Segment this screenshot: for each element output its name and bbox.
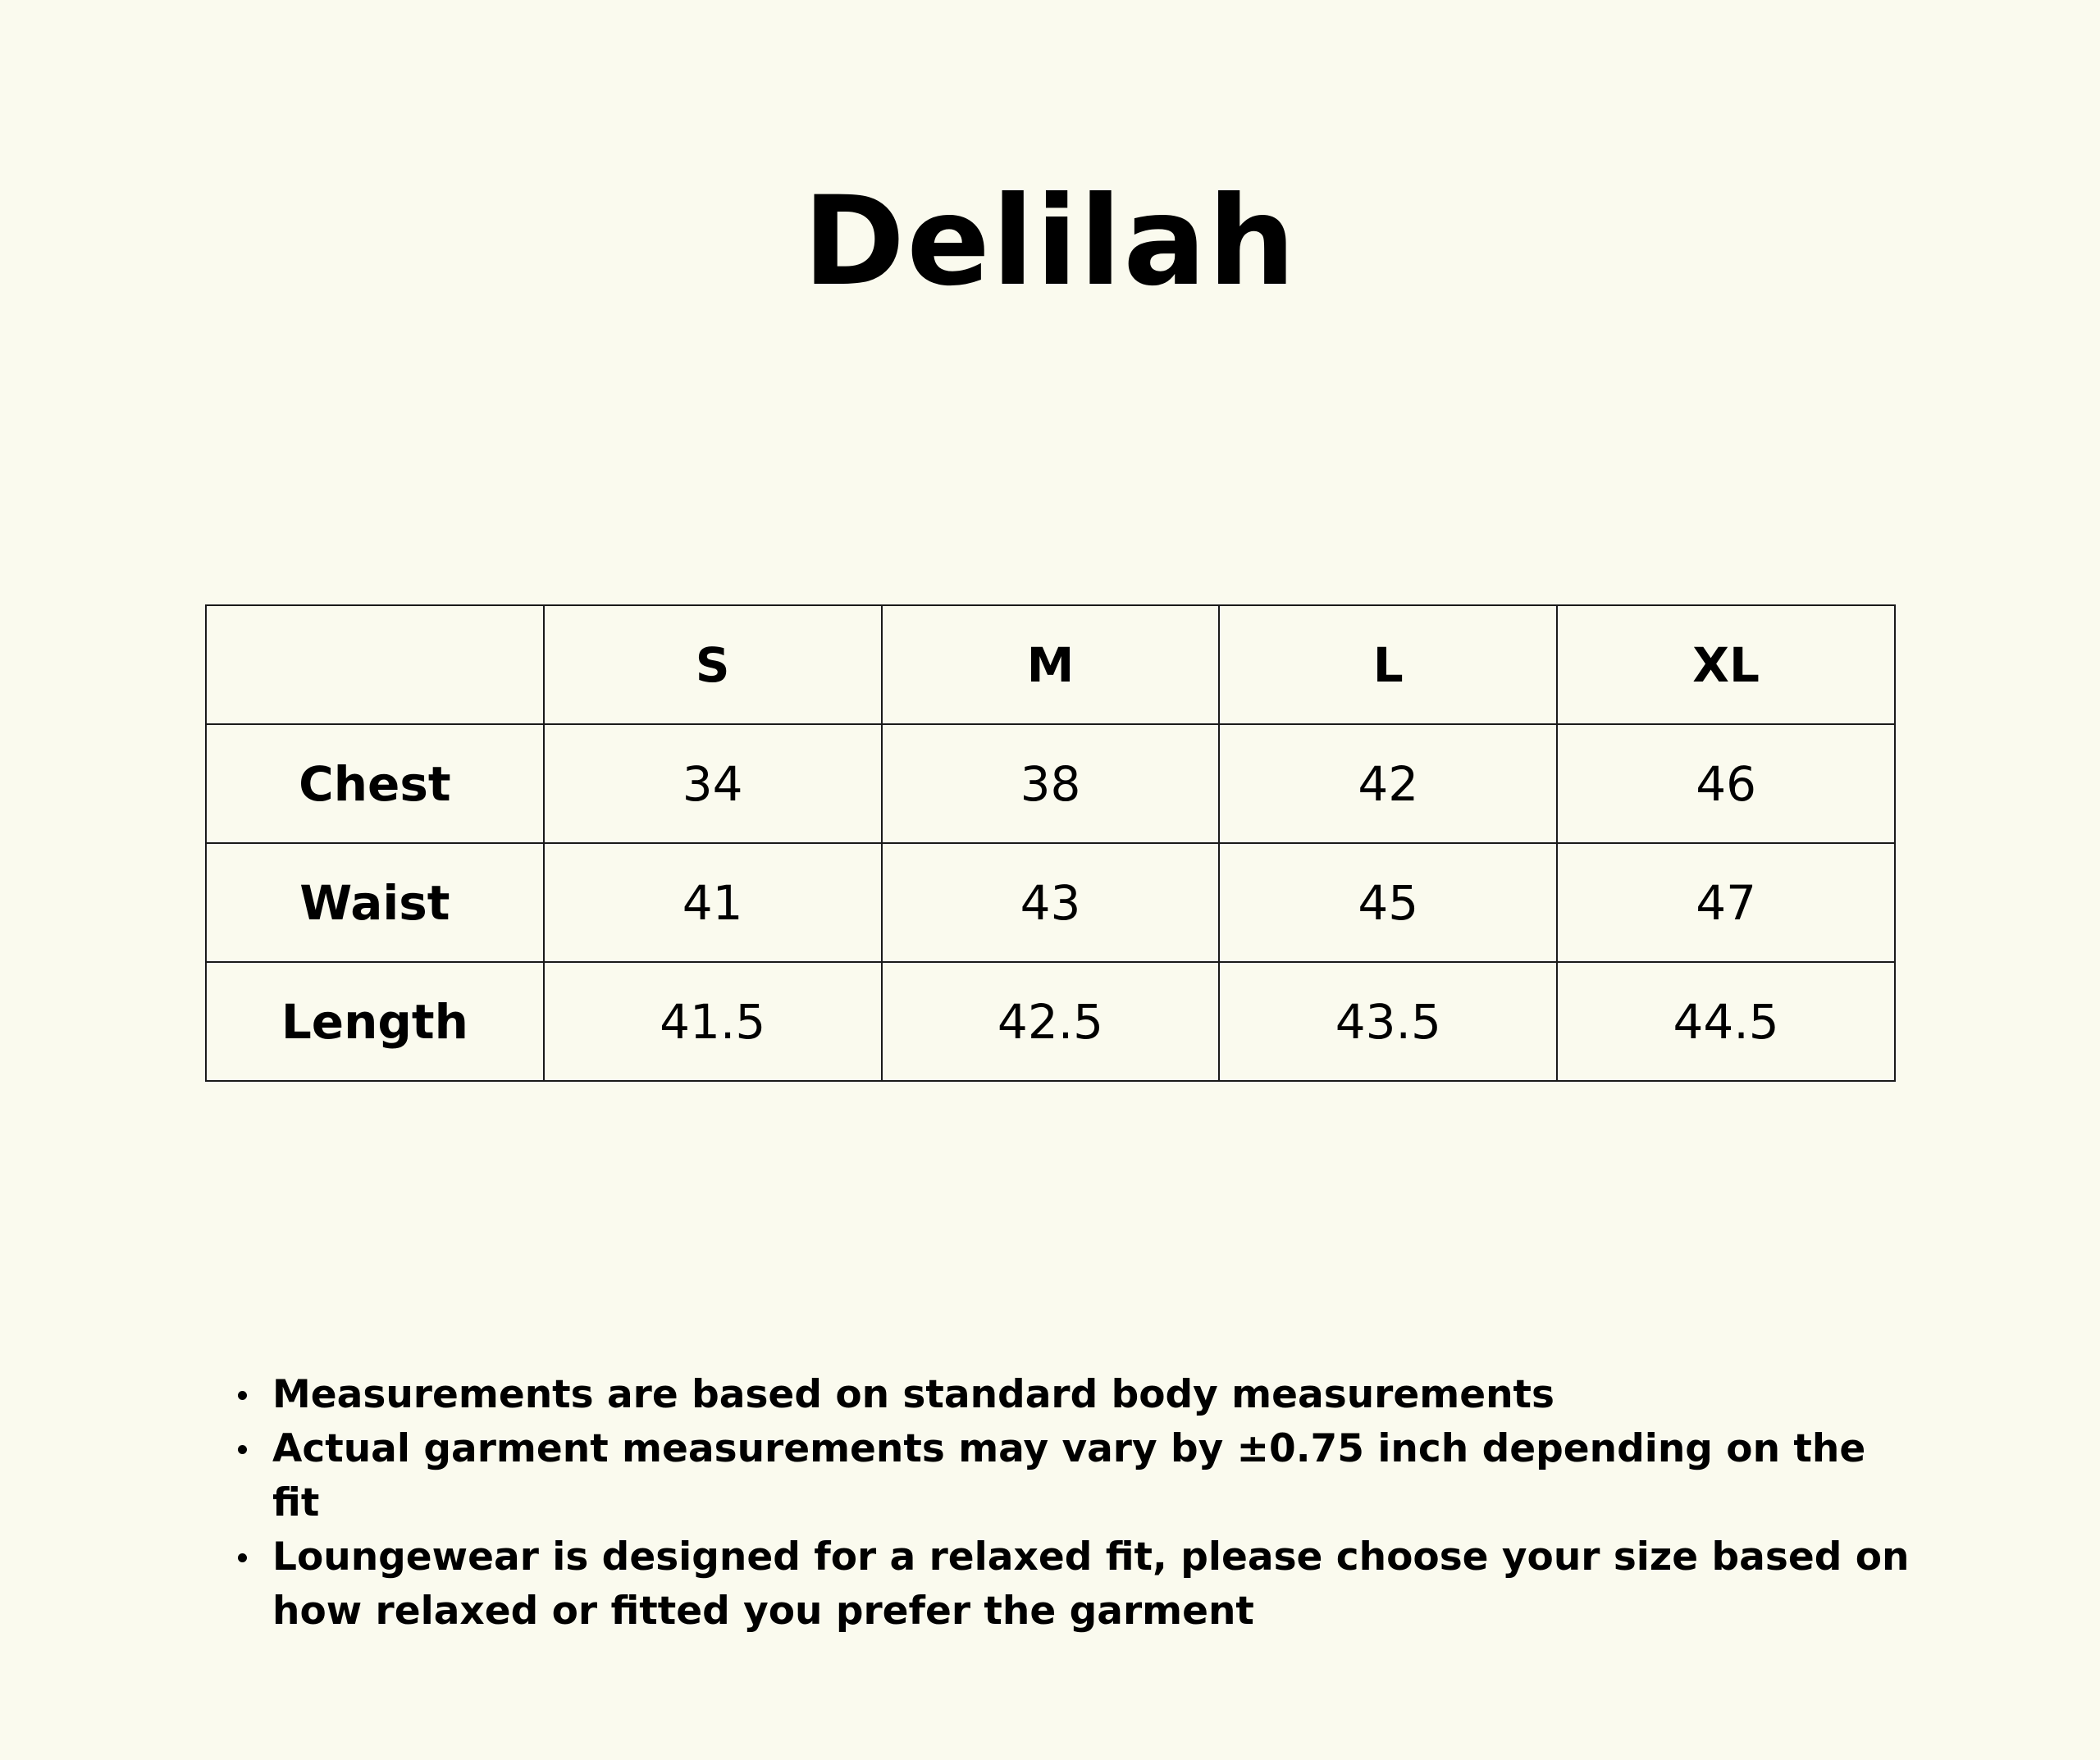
table-cell: 43 [882,843,1220,962]
table-cell: 34 [544,724,882,843]
size-header-s: S [544,605,882,724]
table-header-row [206,605,1895,724]
table-cell: 41 [544,843,882,962]
table-cell: 41.5 [544,962,882,1081]
list-item: Measurements are based on standard body measurements [272,1368,1913,1422]
table-row-chest [206,724,1895,843]
table-cell: 38 [882,724,1220,843]
size-header-l: L [1219,605,1557,724]
table-cell: 44.5 [1557,962,1895,1081]
size-chart-table [205,604,1896,1082]
row-label-length: Length [206,962,544,1081]
table-row-length [206,962,1895,1081]
size-header-xl: XL [1557,605,1895,724]
size-header-m: M [882,605,1220,724]
row-label-chest: Chest [206,724,544,843]
table-cell: 42 [1219,724,1557,843]
list-item: Loungewear is designed for a relaxed fit, please choose your size based on how relaxed or fitted you prefer the garment [272,1530,1913,1639]
table-cell: 47 [1557,843,1895,962]
table-row-waist [206,843,1895,962]
header-corner-cell [206,605,544,724]
row-label-waist: Waist [206,843,544,962]
table-cell: 46 [1557,724,1895,843]
table-cell: 42.5 [882,962,1220,1081]
table-cell: 43.5 [1219,962,1557,1081]
size-notes-list [238,1368,1913,1639]
page-title: Delilah [802,171,1298,313]
list-item: Actual garment measurements may vary by ±0.75 inch depending on the fit [272,1422,1913,1530]
table-cell: 45 [1219,843,1557,962]
